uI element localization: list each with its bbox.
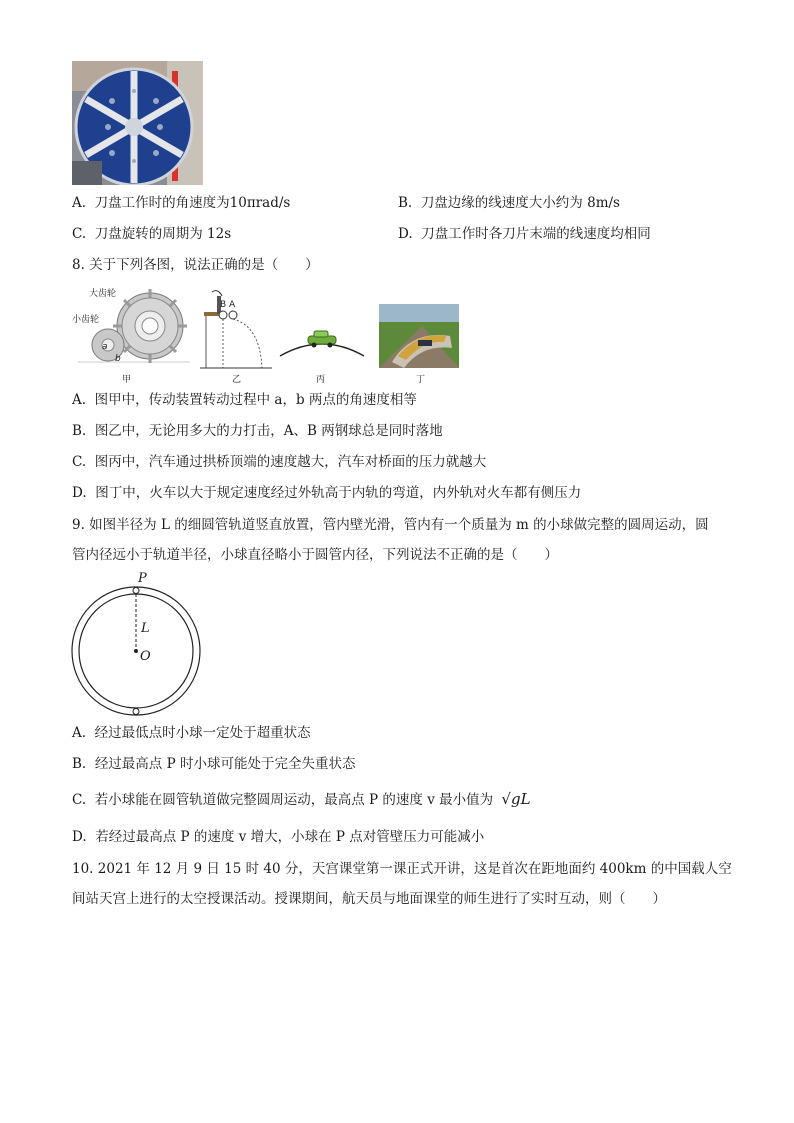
label-a: a <box>102 342 108 352</box>
q9-stem-line2: 管内径远小于轨道半径，小球直径略小于圆管内径，下列说法不正确的是（ ） <box>72 547 558 563</box>
q10-stem-line1: 10. 2021 年 12 月 9 日 15 时 40 分，天宫课堂第一课正式开讲，这是首次在距地面约 400km 的中国载人空 <box>72 861 732 877</box>
q9-stem-line1: 9. 如图半径为 L 的细圆管轨道竖直放置，管内壁光滑，管内有一个质量为 m 的小球做完整的圆周运动，圆 <box>72 517 709 533</box>
label-O: O <box>140 649 151 664</box>
q7-option-d: D. 刀盘工作时各刀片末端的线速度均相同 <box>398 226 651 242</box>
label-b: b <box>115 354 121 364</box>
label-ding: 丁 <box>416 375 426 385</box>
q7-option-c: C. 刀盘旋转的周期为 12s <box>72 226 232 242</box>
cutter-disk-photo <box>72 61 203 185</box>
q9-option-d: D. 若经过最高点 P 的速度 v 增大，小球在 P 点对管壁压力可能减小 <box>72 829 485 845</box>
label-jia: 甲 <box>122 375 132 385</box>
label-L: L <box>141 621 150 636</box>
q9-figure <box>70 572 210 720</box>
label-bing: 丙 <box>316 375 326 385</box>
label-yi: 乙 <box>232 375 242 385</box>
q9-option-a: A. 经过最低点时小球一定处于超重状态 <box>72 725 311 741</box>
q8-option-c: C. 图丙中，汽车通过拱桥顶端的速度越大，汽车对桥面的压力就越大 <box>72 454 487 470</box>
q8-option-d: D. 图丁中，火车以大于规定速度经过外轨高于内轨的弯道，内外轨对火车都有侧压力 <box>72 485 582 501</box>
label-B: B <box>220 300 227 310</box>
label-P: P <box>138 571 147 586</box>
q9-option-b: B. 经过最高点 P 时小球可能处于完全失重状态 <box>72 756 356 772</box>
q10-stem-line2: 间站天宫上进行的太空授课活动。授课期间，航天员与地面课堂的师生进行了实时互动，则（ ） <box>72 891 666 907</box>
q9-option-c: C. 若小球能在圆管轨道做完整圆周运动，最高点 P 的速度 v 最小值为 √gL <box>72 790 531 808</box>
label-big-gear: 大齿轮 <box>89 289 117 299</box>
q8-option-a: A. 图甲中，传动装置转动过程中 a，b 两点的角速度相等 <box>72 392 417 408</box>
q7-option-a: A. 刀盘工作时的角速度为10πrad/s <box>72 195 291 211</box>
q8-figures <box>72 282 472 384</box>
sqrt-gl-formula: √gL <box>501 790 531 808</box>
q8-option-b: B. 图乙中，无论用多大的力打击，A、B 两钢球总是同时落地 <box>72 423 443 439</box>
label-small-gear: 小齿轮 <box>72 315 100 325</box>
label-A: A <box>229 300 236 310</box>
q8-stem: 8. 关于下列各图，说法正确的是（ ） <box>72 257 319 273</box>
q7-option-b: B. 刀盘边缘的线速度大小约为 8m/s <box>398 195 620 211</box>
